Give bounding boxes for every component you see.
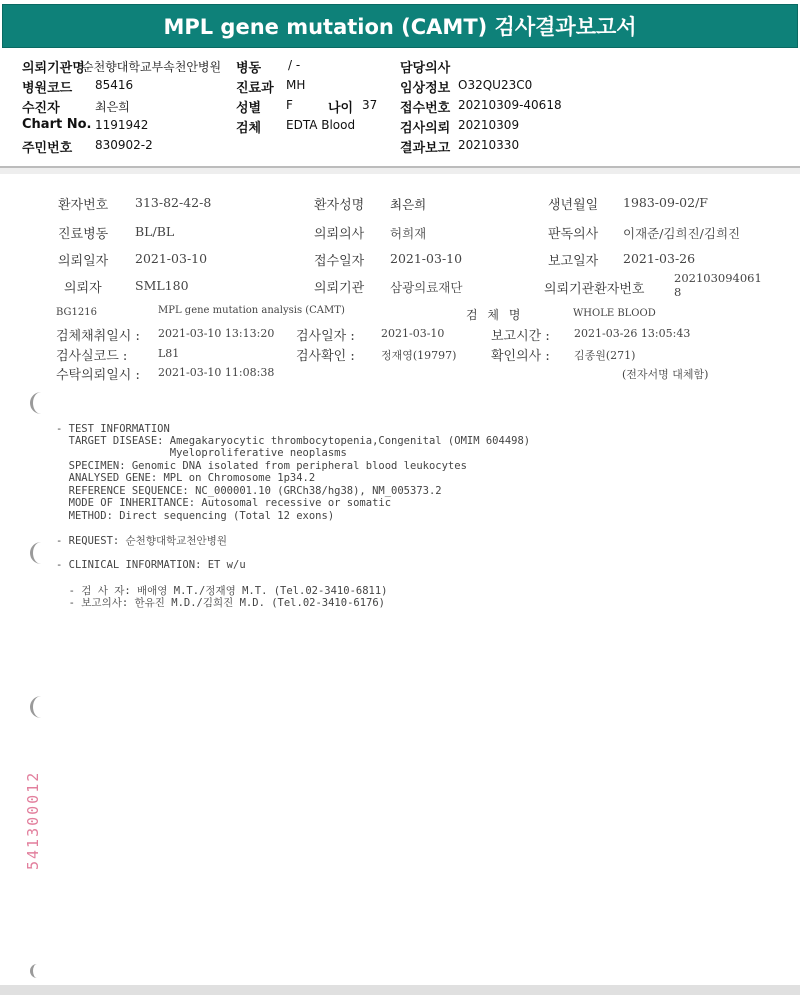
report-clinical: - CLINICAL INFORMATION: ET w/u <box>56 559 246 571</box>
label-sex: 성별 <box>236 101 262 116</box>
report-line-7: MODE OF INHERITANCE: Autosomal recessive or somatic <box>56 497 392 509</box>
report-request: - REQUEST: 순천향대학교천안병원 <box>56 535 227 547</box>
label-department: 진료과 <box>236 81 274 96</box>
doc-value-institution-patient-no-1: 202103094061 <box>674 271 762 285</box>
label-patient: 수진자 <box>22 101 60 116</box>
punch-hole <box>30 696 47 718</box>
label-clinical-info: 임상정보 <box>400 81 451 96</box>
collect-label: 검체채취일시 : <box>56 329 140 344</box>
receive-label: 수탁의뢰일시 : <box>56 368 140 383</box>
confirm-label: 검사확인 : <box>296 349 355 364</box>
testdate-value: 2021-03-10 <box>381 327 445 340</box>
value-chart-no: 1191942 <box>95 118 149 132</box>
doc-label-birthdate: 생년월일 <box>548 198 599 213</box>
confirm-value: 정재영(19797) <box>381 349 457 362</box>
value-resident-no: 830902-2 <box>95 138 153 152</box>
specimen-label: 검 체 명 <box>466 308 524 322</box>
label-resident-no: 주민번호 <box>22 141 73 156</box>
punch-hole <box>30 964 47 978</box>
doc-label-request-date: 의뢰일자 <box>58 254 109 269</box>
doc-value-requester: SML180 <box>135 278 189 293</box>
value-sex: F <box>286 98 293 112</box>
doc-label-ordering-doctor: 의뢰의사 <box>314 227 365 242</box>
value-result-report: 20210330 <box>458 138 520 152</box>
label-accession: 접수번호 <box>400 101 451 116</box>
reporttime-label: 보고시간 : <box>491 329 550 344</box>
doc-label-institution: 의뢰기관 <box>314 281 365 296</box>
value-accession: 20210309-40618 <box>458 98 562 112</box>
doc-value-birthdate: 1983-09-02/F <box>623 195 708 210</box>
doc-label-patient-name: 환자성명 <box>314 198 365 213</box>
scanned-report <box>0 174 800 986</box>
doc-value-institution: 삼광의료재단 <box>390 280 463 295</box>
request-info-panel <box>0 53 800 165</box>
label-specimen: 검체 <box>236 121 262 136</box>
doc-value-patient-name: 최은희 <box>390 197 427 212</box>
testdate-label: 검사일자 : <box>296 329 355 344</box>
label-doctor: 담당의사 <box>400 61 451 76</box>
doc-label-report-date: 보고일자 <box>548 254 599 269</box>
doc-value-receipt-date: 2021-03-10 <box>390 251 463 266</box>
value-ward: / - <box>288 58 301 72</box>
doc-label-patient-no: 환자번호 <box>58 198 109 213</box>
test-name: MPL gene mutation analysis (CAMT) <box>158 305 345 316</box>
label-ward: 병동 <box>236 61 262 76</box>
doc-label-receipt-date: 접수일자 <box>314 254 365 269</box>
receive-value: 2021-03-10 11:08:38 <box>158 366 275 379</box>
collect-value: 2021-03-10 13:13:20 <box>158 327 275 340</box>
test-code: BG1216 <box>56 307 97 318</box>
label-result-report: 결과보고 <box>400 141 451 156</box>
report-reporter: - 보고의사: 한유진 M.D./김희진 M.D. (Tel.02-3410-6176) <box>56 597 386 609</box>
page-bottom-edge <box>0 985 800 995</box>
report-line-3: Myeloproliferative neoplasms <box>56 447 347 459</box>
label-requester: 의뢰기관명 <box>22 61 85 76</box>
reporttime-value: 2021-03-26 13:05:43 <box>574 327 691 340</box>
value-test-request: 20210309 <box>458 118 520 132</box>
doc-value-ward: BL/BL <box>135 224 175 239</box>
room-label: 검사실코드 : <box>56 349 128 364</box>
report-line-5: ANALYSED GENE: MPL on Chromosome 1p34.2 <box>56 472 316 484</box>
doc-value-ordering-doctor: 허희재 <box>390 226 427 241</box>
value-clinical-info: O32QU23C0 <box>458 78 533 92</box>
doc-value-institution-patient-no-2: 8 <box>674 285 682 299</box>
report-line-2: TARGET DISEASE: Amegakaryocytic thrombocytopenia,Congenital (OMIM 604498) <box>56 435 531 447</box>
doctor-label: 확인의사 : <box>491 349 550 364</box>
doctor-value: 김종원(271) <box>574 349 636 362</box>
report-line-6: REFERENCE SEQUENCE: NC_000001.10 (GRCh38/hg38), NM_005373.2 <box>56 485 442 497</box>
value-age: 37 <box>362 98 378 112</box>
label-age: 나이 <box>328 101 354 116</box>
punch-hole <box>30 392 47 414</box>
doc-value-reading-doctor: 이재준/김희진/김희진 <box>623 226 741 241</box>
punch-hole <box>30 542 47 564</box>
report-header <box>0 0 800 50</box>
doc-label-requester: 의뢰자 <box>64 281 102 296</box>
document-serial-stamp: 541300012 <box>24 770 42 870</box>
doc-label-institution-patient-no: 의뢰기관환자번호 <box>544 282 645 297</box>
report-line-4: SPECIMEN: Genomic DNA isolated from peripheral blood leukocytes <box>56 460 467 472</box>
room-value: L81 <box>158 347 180 360</box>
specimen-value: WHOLE BLOOD <box>573 308 656 319</box>
esign-note: (전자서명 대체함) <box>622 368 709 381</box>
value-department: MH <box>286 78 306 92</box>
report-line-1: - TEST INFORMATION <box>56 423 170 435</box>
doc-label-ward: 진료병동 <box>58 227 109 242</box>
value-hospital-code: 85416 <box>95 78 134 92</box>
doc-value-patient-no: 313-82-42-8 <box>135 195 212 210</box>
value-requester: 순천향대학교부속천안병원 <box>82 60 222 74</box>
report-tester: - 검 사 자: 배애영 M.T./정재영 M.T. (Tel.02-3410-6811) <box>56 585 388 597</box>
doc-value-report-date: 2021-03-26 <box>623 251 696 266</box>
value-specimen: EDTA Blood <box>286 118 356 132</box>
label-hospital-code: 병원코드 <box>22 81 73 96</box>
doc-value-request-date: 2021-03-10 <box>135 251 208 266</box>
report-title: MPL gene mutation (CAMT) 검사결과보고서 <box>2 4 798 48</box>
value-patient: 최은희 <box>95 100 130 114</box>
label-chart-no: Chart No. <box>22 117 92 132</box>
label-test-request: 검사의뢰 <box>400 121 451 136</box>
report-line-8: METHOD: Direct sequencing (Total 12 exons) <box>56 510 335 522</box>
doc-label-reading-doctor: 판독의사 <box>548 227 599 242</box>
